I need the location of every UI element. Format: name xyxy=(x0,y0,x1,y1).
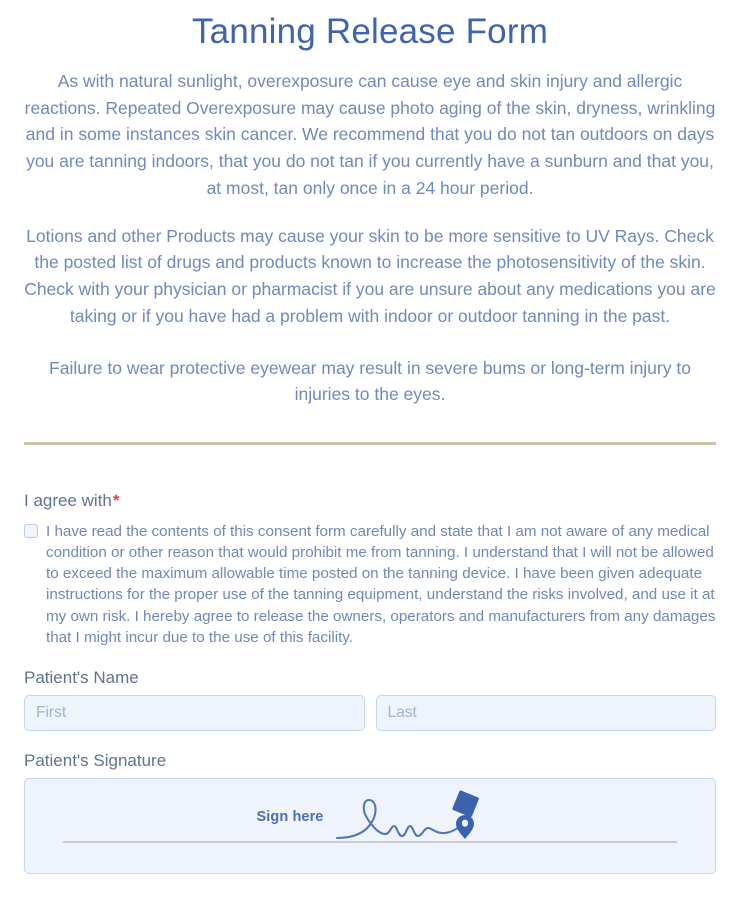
section-divider xyxy=(24,442,716,445)
patient-signature-label: Patient's Signature xyxy=(24,751,167,771)
signature-baseline xyxy=(63,841,677,843)
consent-checkbox[interactable] xyxy=(24,524,38,538)
consent-checkbox-row[interactable] xyxy=(24,521,716,649)
signature-pad[interactable] xyxy=(24,778,716,874)
agreement-section xyxy=(20,491,720,648)
intro-paragraph-2: Lotions and other Products may cause your skin to be more sensitive to UV Rays. Check the posted list of drugs and products known to increase the photosensitivity of the skin. Check with your physician or pharmacist if you are unsure about any medications you are taking or if you have had a problem with indoor or outdoor tanning in the past. xyxy=(24,225,716,326)
patient-name-row xyxy=(20,695,720,731)
required-asterisk-icon: * xyxy=(112,491,120,511)
agree-label xyxy=(24,491,716,511)
agree-label-text: I agree with xyxy=(24,491,112,511)
sign-here-label: Sign here xyxy=(256,809,324,826)
patient-name-label: Patient's Name xyxy=(24,668,139,688)
consent-checkbox-label[interactable]: I have read the contents of this consent form carefully and state that I am not aware of any medical condition or other reason that would prohibit me from tanning. I understand that I will not be allowed to exceed the maximum allowable time posted on the tanning device. I have been given adequate instructions for the proper use of the tanning equipment, understand the risks involved, and use it at my own risk. I hereby agree to release the owners, operators and manufacturers from any damages that I might incur due to the use of this facility. xyxy=(46,522,716,646)
last-name-input[interactable] xyxy=(376,695,717,731)
page-title: Tanning Release Form xyxy=(191,12,549,51)
first-name-input[interactable] xyxy=(24,695,365,731)
fountain-pen-icon xyxy=(333,788,483,846)
intro-paragraph-1: As with natural sunlight, overexposure can cause eye and skin injury and allergic reactions. Repeated Overexposure may cause photo aging of the skin, dryness, wrinkling and in some instances skin cancer. We recommend that you do not tan outdoors on days you are tanning indoors, that you do not tan if you currently have a sunburn and that you, at most, tan only once in a 24 hour period. xyxy=(24,70,716,198)
intro-paragraph-3: Failure to wear protective eyewear may result in severe bums or long-term injury to injuries to the eyes. xyxy=(49,357,691,405)
signature-prompt-group xyxy=(25,793,715,841)
